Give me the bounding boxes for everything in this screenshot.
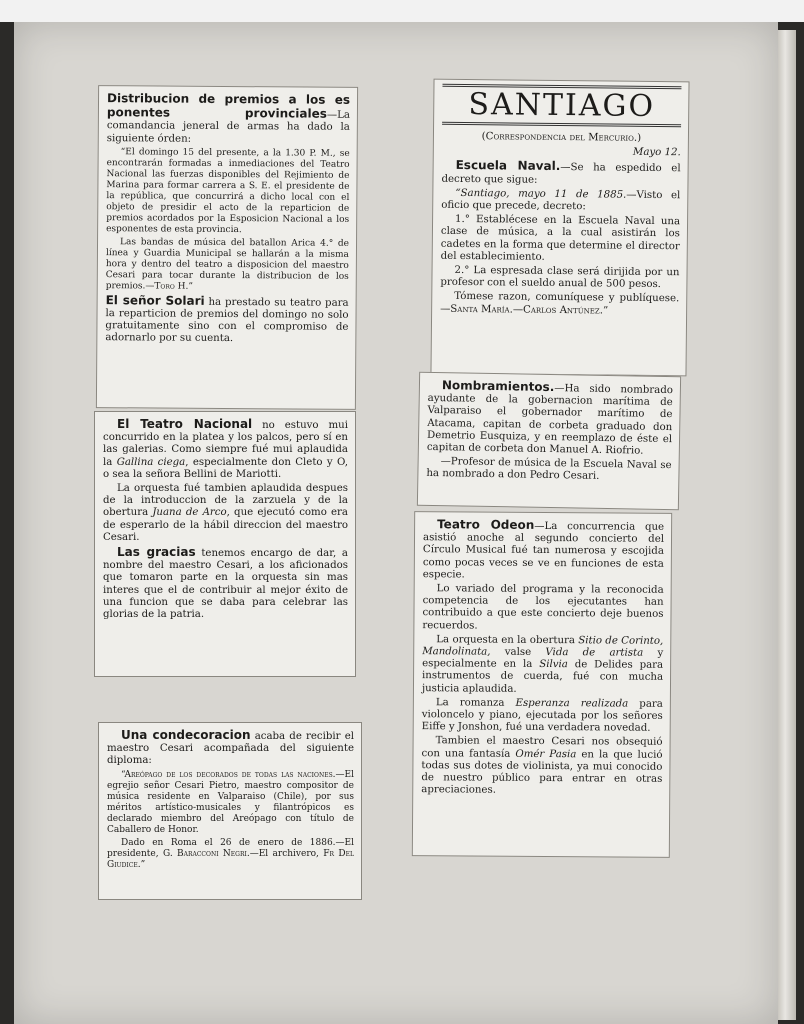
teatro-odeon-heading: Teatro Odeon bbox=[437, 517, 535, 532]
clipping-teatro-nacional bbox=[94, 411, 356, 677]
teatro-odeon-silvia: Silvia bbox=[539, 659, 568, 671]
teatro-odeon-body4a: La romanza bbox=[435, 697, 505, 709]
teatro-odeon-body5a: Tambien el maestro Cesari nos obsequió con una fantasía bbox=[421, 735, 663, 760]
teatro-nacional-body2b: , que ejecutó como era de esperarlo de la hábil direccion del maestro Cesari. bbox=[103, 507, 348, 543]
santiago-title: SANTIAGO bbox=[442, 84, 681, 128]
decreto-rest: —Visto el oficio que precede, decreto: bbox=[441, 189, 681, 213]
teatro-nacional-gallina-ciega: Gallina ciega bbox=[116, 456, 186, 468]
decreto-tomese: Tómese razon, comuníquese y publíquese.— bbox=[440, 291, 680, 315]
condecoracion-intro: acaba de recibir el maestro Cesari acompañada del siguiente diploma: bbox=[107, 731, 354, 767]
clipping-teatro-odeon bbox=[412, 511, 672, 858]
diploma-head: “Areópago de los decorados de todas las naciones. bbox=[121, 769, 336, 780]
clipping-nombramientos bbox=[417, 372, 681, 511]
condecoracion-heading: Una condecoracion bbox=[121, 728, 251, 742]
teatro-odeon-body3c: y especialmente en la bbox=[422, 647, 664, 671]
gracias-heading: Las gracias bbox=[117, 545, 196, 560]
solari-body: ha prestado su teatro para la reparticion de premios del domingo no solo gratuitamente sino con el compromiso de adornarlo por su cuenta. bbox=[105, 296, 349, 345]
solari-heading: El señor Solari bbox=[105, 292, 205, 308]
teatro-nacional-juana-de-arco: Juana de Arco bbox=[152, 507, 227, 519]
escuela-naval-intro: —Se ha espedido el decreto que sigue: bbox=[441, 162, 681, 186]
santiago-date: Mayo 12. bbox=[632, 146, 681, 159]
decreto-item-1: 1.° Establécese en la Escuela Naval una clase de música, a la cual asistirán los cadetes en la forma que determine el director del establecimiento. bbox=[440, 214, 681, 263]
nombramientos-heading: Nombramientos. bbox=[441, 378, 555, 395]
premios-body2: Las bandas de música del batallon Arica 4.° de línea y Guardia Municipal se hallarán a la misma hora y dentro del teatro a disposicion del maestro Cesari para tocar durante la distribucion de los premios.— bbox=[105, 237, 350, 292]
teatro-nacional-heading: El Teatro Nacional bbox=[117, 417, 253, 431]
diploma-archivero: Fr Del Giudice.” bbox=[107, 848, 355, 870]
teatro-odeon-body2: Lo variado del programa y la reconocida competencia de los ejecutantes han contribuido a que este concierto deje buenos recuerdos. bbox=[422, 583, 664, 632]
premios-intro: —La comandancia jeneral de armas ha dado la siguiente órden: bbox=[106, 109, 350, 145]
clipping-distribucion-premios bbox=[96, 85, 358, 410]
clipping-condecoracion bbox=[98, 722, 362, 900]
teatro-odeon-body5b: en la que lució todas sus dotes de violinista, ya mui conocido de nuestro público para entrar en otras apreciaciones. bbox=[421, 748, 663, 796]
teatro-nacional-body1a: no estuvo mui concurrido en la platea y los palcos, pero sí en las galerias. Como siempre fué mui aplaudida la bbox=[103, 420, 348, 468]
teatro-odeon-body4b: para violoncelo y piano, ejecutada por los señores Eiffe y Jonshon, fué una verdadera novedad. bbox=[421, 698, 663, 735]
decreto-item-2: 2.° La espresada clase será dirijida por un profesor con el sueldo anual de 500 pesos. bbox=[440, 264, 680, 291]
decreto-firmas: Santa María.—Carlos Antúnez.” bbox=[450, 303, 609, 317]
premios-signature: Toro H.” bbox=[154, 281, 193, 292]
premios-body: “El domingo 15 del presente, a la 1.30 P. M., se encontrarán formadas a inmediaciones del Teatro Nacional las fuerzas disponibles del Rejimiento de Marina para formar carrera a S. E. el presidente de la república, que concurrirá a dicho local con el objeto de presidir el acto de la reparticion de premios acordados por la Esposicion Nacional a los esponentes de esta provincia. bbox=[106, 147, 350, 235]
diploma-body: —El egrejio señor Cesari Pietro, maestro compositor de música residente en Valparaiso (Chile), por sus méritos artístico-musicales y filantrópicos es declarado miembro del Areópago con título de Caballero de Honor. bbox=[107, 769, 354, 835]
nombramientos-body1: —Ha sido nombrado ayudante de la gobernacion marítima de Valparaiso el gobernador marítimo de Atacama, capitan de corbeta graduado don Demetrio Eusquiza, y en reemplazo de éste el capitan de corbeta don Manuel A. Riofrio. bbox=[426, 383, 673, 457]
teatro-nacional-body1b: , especialmente don Cleto y O, o sea la señora Bellini de Mariotti. bbox=[103, 456, 348, 480]
teatro-odeon-esperanza: Esperanza realizada bbox=[515, 697, 629, 710]
escuela-naval-heading: Escuela Naval. bbox=[455, 158, 561, 174]
scan-top-margin bbox=[0, 0, 804, 22]
teatro-odeon-body3a: La orquesta en la obertura bbox=[436, 634, 576, 647]
diploma-dado: Dado en Roma el 26 de enero de 1886.—El presidente, bbox=[107, 837, 354, 859]
gracias-body: tenemos encargo de dar, a nombre del maestro Cesari, a los aficionados que tomaron parte en la orquesta sin mas interes que el de contribuir al mejor éxito de una funcion que se daba para celebrar las glorias de la patria. bbox=[103, 548, 348, 621]
santiago-subtitle: (Correspondencia del Mercurio.) bbox=[481, 131, 642, 144]
teatro-odeon-vida-artista: Vida de artista bbox=[545, 647, 644, 659]
diploma-presidente: G. Baracconi Negri. bbox=[162, 848, 250, 859]
teatro-nacional-body2a: La orquesta fué tambien aplaudida despues de la introduccion de la zarzuela y de la obertura bbox=[103, 483, 348, 519]
premios-heading: Distribucion de premios a los es ponentes provinciales bbox=[106, 91, 351, 121]
nombramientos-body2: —Profesor de música de la Escuela Naval se ha nombrado a don Pedro Cesari. bbox=[426, 456, 672, 483]
decreto-open: “Santiago, mayo 11 de 1885. bbox=[455, 187, 627, 201]
diploma-archivero-label: —El archivero, bbox=[249, 848, 319, 859]
teatro-odeon-body3d: de Delides para instrumentos de cuerda, fué con mucha justicia aplaudida. bbox=[421, 659, 664, 695]
clipping-santiago bbox=[430, 79, 689, 377]
teatro-odeon-body3b: valse bbox=[504, 646, 532, 658]
teatro-odeon-sitio-corinto: Sitio de Corinto, Mandolinata, bbox=[422, 635, 664, 658]
page-edge bbox=[778, 30, 796, 1020]
teatro-odeon-body1: —La concurrencia que asistió anoche al segundo concierto del Círculo Musical fué tan numerosa y escojida como pocas veces se ve en funciones de esta especie. bbox=[422, 520, 665, 581]
teatro-odeon-omer-pasia: Omér Pasia bbox=[515, 748, 577, 760]
